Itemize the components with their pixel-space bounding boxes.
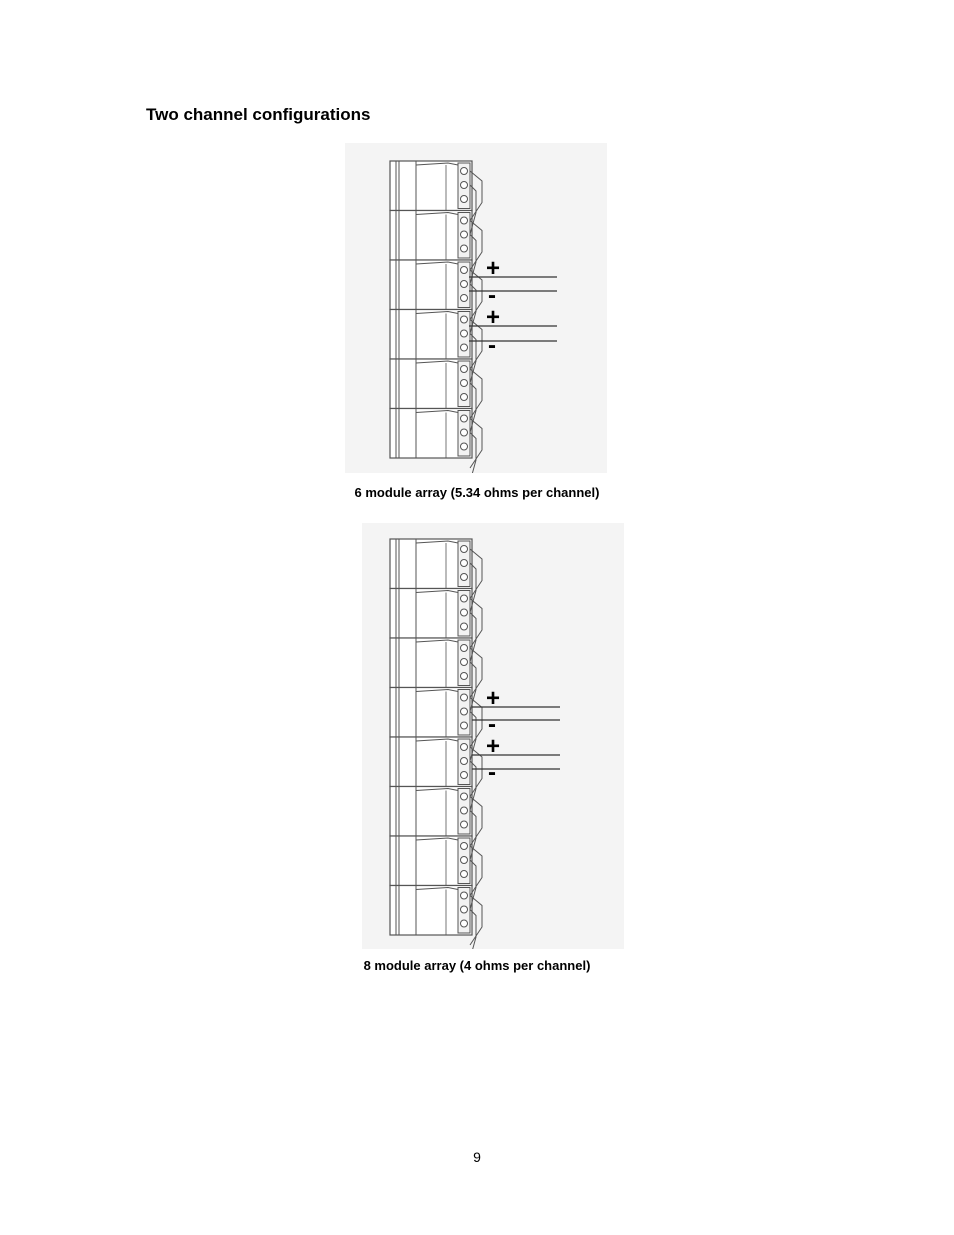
speaker-module: [390, 260, 472, 310]
terminal-icon: [461, 892, 468, 899]
terminal-icon: [461, 744, 468, 751]
speaker-module: [390, 886, 472, 936]
terminal-icon: [461, 330, 468, 337]
terminal-icon: [461, 609, 468, 616]
channel2-plus-label: +: [486, 304, 501, 331]
terminal-icon: [461, 196, 468, 203]
channel1-minus-label: -: [488, 711, 496, 738]
page-number: 9: [473, 1149, 481, 1165]
terminal-icon: [461, 380, 468, 387]
terminal-icon: [461, 366, 468, 373]
terminal-icon: [461, 217, 468, 224]
terminal-icon: [461, 443, 468, 450]
terminal-icon: [461, 673, 468, 680]
terminal-icon: [461, 546, 468, 553]
terminal-icon: [461, 182, 468, 189]
terminal-icon: [461, 574, 468, 581]
speaker-module: [390, 409, 472, 459]
six-module-caption: 6 module array (5.34 ohms per channel): [354, 485, 600, 500]
terminal-icon: [461, 857, 468, 864]
terminal-icon: [461, 772, 468, 779]
channel2-plus-label: +: [486, 733, 501, 760]
section-heading: Two channel configurations: [146, 105, 371, 124]
terminal-icon: [461, 623, 468, 630]
terminal-icon: [461, 645, 468, 652]
channel1-minus-label: -: [488, 282, 496, 309]
terminal-icon: [461, 316, 468, 323]
speaker-module: [390, 589, 472, 639]
channel1-plus-label: +: [486, 255, 501, 282]
six-module-array-svg: [345, 143, 607, 473]
terminal-icon: [461, 415, 468, 422]
terminal-icon: [461, 281, 468, 288]
speaker-module: [390, 211, 472, 261]
six-module-array-diagram: [345, 143, 607, 473]
terminal-icon: [461, 595, 468, 602]
eight-module-caption: 8 module array (4 ohms per channel): [363, 958, 591, 973]
terminal-icon: [461, 694, 468, 701]
speaker-modules: [390, 539, 472, 935]
terminal-icon: [461, 807, 468, 814]
terminal-icon: [461, 394, 468, 401]
terminal-icon: [461, 267, 468, 274]
terminal-icon: [461, 758, 468, 765]
speaker-module: [390, 737, 472, 787]
speaker-module: [390, 688, 472, 738]
speaker-module: [390, 161, 472, 211]
speaker-module: [390, 638, 472, 688]
speaker-module: [390, 359, 472, 409]
channel1-plus-label: +: [486, 685, 501, 712]
eight-module-array-diagram: [362, 523, 624, 949]
terminal-icon: [461, 295, 468, 302]
speaker-modules: [390, 161, 472, 458]
terminal-icon: [461, 560, 468, 567]
terminal-icon: [461, 920, 468, 927]
terminal-icon: [461, 906, 468, 913]
channel2-minus-label: -: [488, 332, 496, 359]
terminal-icon: [461, 843, 468, 850]
terminal-icon: [461, 231, 468, 238]
speaker-module: [390, 539, 472, 589]
terminal-icon: [461, 659, 468, 666]
speaker-module: [390, 787, 472, 837]
terminal-icon: [461, 793, 468, 800]
speaker-module: [390, 310, 472, 360]
channel2-minus-label: -: [488, 759, 496, 786]
terminal-icon: [461, 708, 468, 715]
terminal-icon: [461, 871, 468, 878]
eight-module-array-svg: [362, 523, 624, 949]
terminal-icon: [461, 245, 468, 252]
terminal-icon: [461, 344, 468, 351]
speaker-module: [390, 836, 472, 886]
terminal-icon: [461, 821, 468, 828]
terminal-icon: [461, 429, 468, 436]
terminal-icon: [461, 168, 468, 175]
terminal-icon: [461, 722, 468, 729]
